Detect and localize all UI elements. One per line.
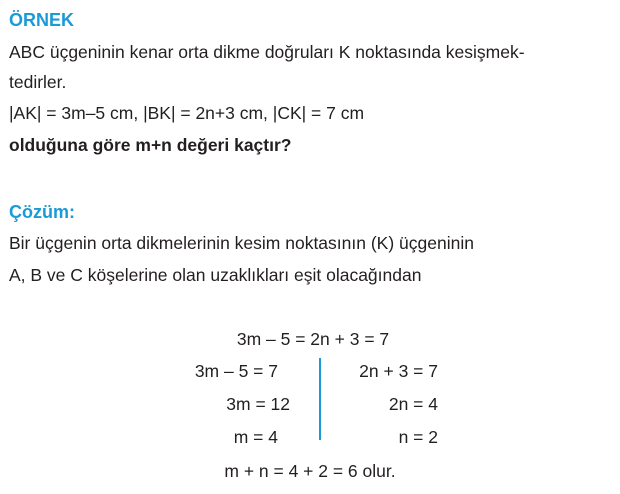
example-text-line-1: ABC üçgeninin kenar orta dikme doğruları K noktasında kesişmek- [9,42,525,62]
step-divider [319,358,321,440]
left-step-3: m = 4 [233,427,278,447]
example-given-values: |AK| = 3m–5 cm, |BK| = 2n+3 cm, |CK| = 7 cm [9,103,365,123]
main-equation: 3m – 5 = 2n + 3 = 7 [236,329,390,349]
left-step-1: 3m – 5 = 7 [194,361,278,381]
example-heading: ÖRNEK [9,10,75,30]
right-step-1: 2n + 3 = 7 [359,361,438,381]
solution-heading: Çözüm: [9,202,75,222]
solution-text-line-1: Bir üçgenin orta dikmelerinin kesim noktasının (K) üçgeninin [9,233,474,253]
right-step-3: n = 2 [398,427,438,447]
solution-text-line-2: A, B ve C köşelerine olan uzaklıkları eşit olacağından [9,265,422,285]
example-question: olduğuna göre m+n değeri kaçtır? [9,135,292,155]
example-text-line-2: tedirler. [9,72,67,92]
final-result: m + n = 4 + 2 = 6 olur. [224,461,396,481]
right-step-2: 2n = 4 [388,394,438,414]
left-step-2: 3m = 12 [226,394,290,414]
